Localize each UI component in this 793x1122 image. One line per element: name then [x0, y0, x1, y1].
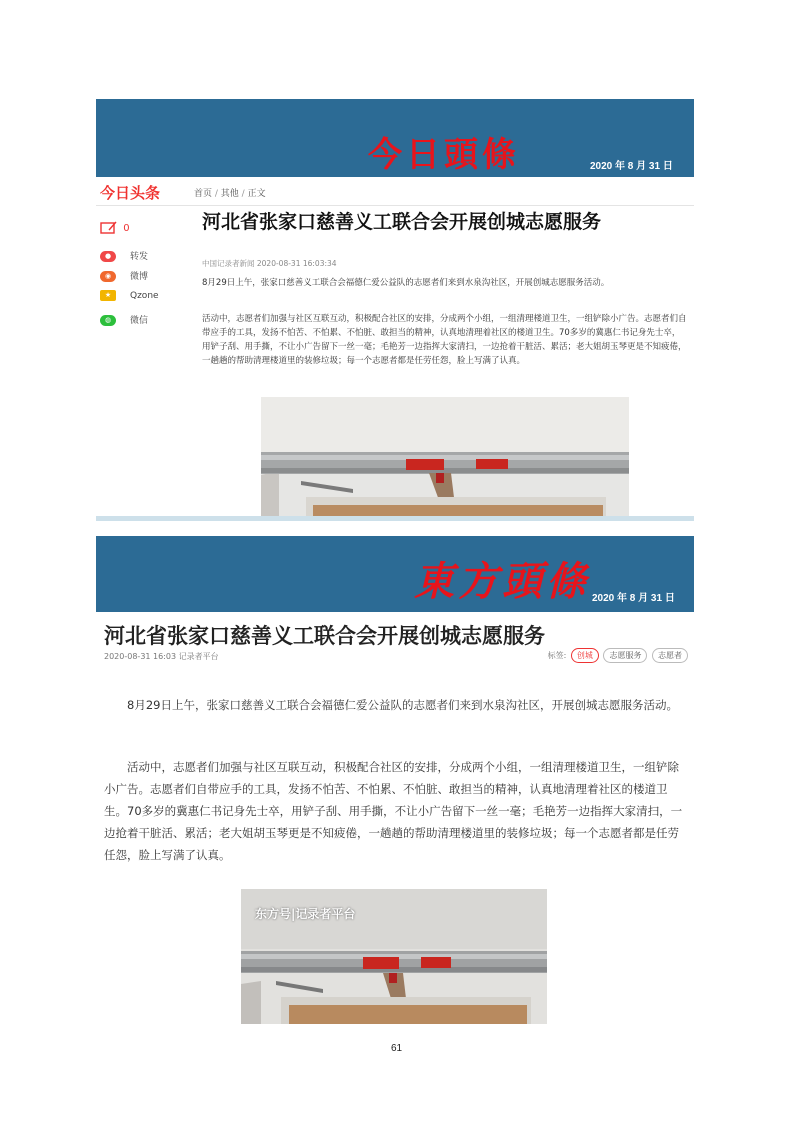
share-label: 微信: [130, 316, 149, 326]
tag-chip[interactable]: 志愿者: [652, 648, 688, 663]
page-number: 61: [390, 1043, 403, 1054]
section2-banner-title: 東方頭條: [414, 558, 590, 605]
photo-watermark: 东方号|记录者平台: [255, 907, 356, 921]
weibo-icon: ◉: [100, 271, 116, 282]
article-paragraph: 活动中，志愿者们加强与社区互联互动，积极配合社区的安排，分成两个小组，一组清理楼道卫生，一组铲除小广告。志愿者们自带应手的工具，发扬不怕苦、不怕累、不怕脏、敢担当的精神，认真地清理着社区的楼道卫生。70多岁的冀惠仁书记身先士卒，用铲子刮、用手撕，不让小广告留下一丝一毫；毛艳芳一边指挥大家清扫，一边抢着干脏活、累活；老大姐胡玉琴更是不知疲倦，一趟趟的帮助清理楼道里的装修垃圾；每一个志愿者都是任劳任怨，脸上写满了认真。: [202, 314, 687, 366]
article-headline: 河北省张家口慈善义工联合会开展创城志愿服务: [104, 624, 545, 648]
tags-label: 标签:: [547, 651, 567, 660]
tag-chip[interactable]: 志愿服务: [603, 648, 647, 663]
section1-banner-title: 今日頭條: [368, 135, 520, 175]
article-meta: 中国记录者新闻 2020-08-31 16:03:34: [202, 259, 337, 268]
share-qzone[interactable]: [100, 290, 159, 304]
breadcrumb-separator: /: [238, 189, 248, 199]
section1-banner: [96, 99, 694, 177]
breadcrumb-current: 正文: [247, 189, 266, 199]
tag-chip[interactable]: 创城: [571, 648, 599, 663]
repost-icon: ●: [100, 251, 116, 262]
share-weibo[interactable]: [100, 269, 148, 283]
breadcrumb-separator: /: [212, 189, 221, 199]
comment-button[interactable]: [100, 221, 130, 234]
breadcrumb-home[interactable]: 首页: [194, 189, 213, 199]
section2-banner-date: 2020 年 8 月 31 日: [592, 593, 675, 604]
article-paragraph: 8月29日上午，张家口慈善义工联合会福德仁爱公益队的志愿者们来到水泉沟社区，开展创城志愿服务活动。: [127, 698, 678, 712]
share-wechat[interactable]: [100, 313, 148, 327]
share-label: 微博: [130, 272, 149, 282]
comment-count: 0: [123, 222, 130, 234]
section2-banner: [96, 536, 694, 612]
article-paragraph: 8月29日上午，张家口慈善义工联合会福德仁爱公益队的志愿者们来到水泉沟社区，开展创城志愿服务活动。: [202, 278, 610, 288]
comment-icon: [100, 221, 118, 234]
article-headline: 河北省张家口慈善义工联合会开展创城志愿服务: [202, 211, 602, 233]
qzone-icon: ★: [100, 290, 116, 301]
header-divider: [96, 205, 694, 206]
article-paragraph: 活动中，志愿者们加强与社区互联互动，积极配合社区的安排，分成两个小组，一组清理楼道卫生，一组铲除小广告。志愿者们自带应手的工具，发扬不怕苦、不怕累、不怕脏、敢担当的精神，认真地清理着社区的楼道卫生。70多岁的冀惠仁书记身先士卒，用铲子刮、用手撕，不让小广告留下一丝一毫；毛艳芳一边指挥大家清扫，一边抢着干脏活、累活；老大姐胡玉琴更是不知疲倦，一趟趟的帮助清理楼道里的装修垃圾；每一个志愿者都是任劳任怨，脸上写满了认真。: [104, 760, 683, 862]
share-repost[interactable]: [100, 249, 148, 263]
section1-bottom-divider: [96, 516, 694, 521]
section2-article-screenshot: [96, 612, 694, 1032]
article-photo: [261, 397, 629, 517]
share-label: 转发: [130, 252, 149, 262]
article-meta: 2020-08-31 16:03 记录者平台: [104, 652, 219, 661]
toutiao-logo[interactable]: 今日头条: [100, 184, 161, 202]
article-photo: [241, 889, 547, 1024]
wechat-icon: ◍: [100, 315, 116, 326]
breadcrumb-category[interactable]: 其他: [220, 189, 239, 199]
share-label: Qzone: [130, 291, 159, 301]
tag-list: [548, 648, 688, 663]
breadcrumb: [194, 186, 266, 199]
section1-article-screenshot: [96, 177, 694, 517]
section1-banner-date: 2020 年 8 月 31 日: [590, 161, 673, 172]
